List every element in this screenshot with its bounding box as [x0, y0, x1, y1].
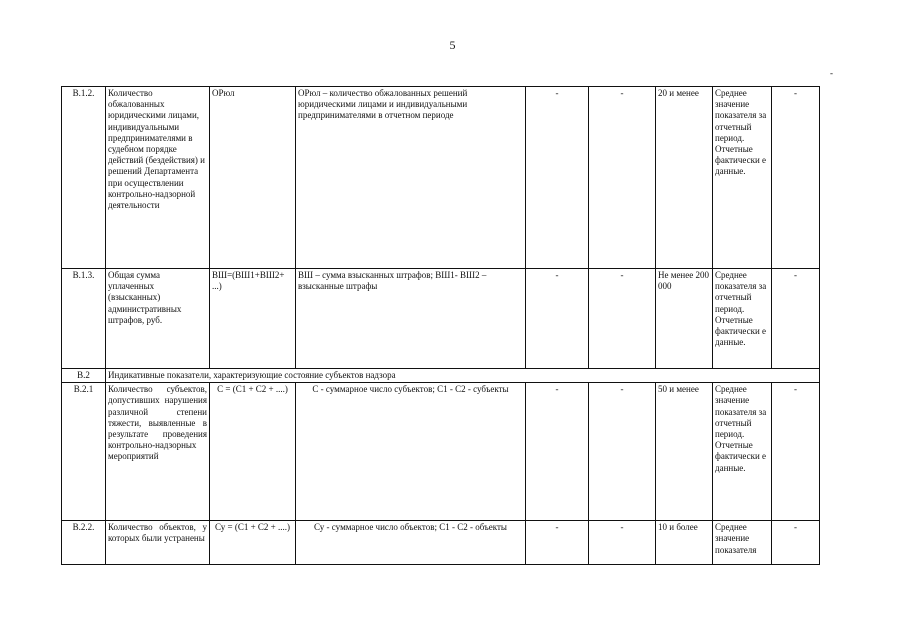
target-value: 20 и менее: [656, 87, 713, 269]
cell-dash: -: [526, 269, 589, 369]
indicator-name: Общая сумма уплаченных (взысканных) административных штрафов, руб.: [106, 269, 210, 369]
indicator-description: ОРюл – количество обжалованных решений юридическими лицами и индивидуальными предпринимателями в отчетном периоде: [296, 87, 526, 269]
cell-dash: -: [589, 383, 656, 521]
section-number: В.2: [62, 369, 106, 383]
indicator-name: Количество обжалованных юридическими лицами, индивидуальными предпринимателями в судебном порядке действий (бездействия) и решений Департамента при осуществлении контрольно-надзорной деятельности: [106, 87, 210, 269]
cell-dash: -: [526, 383, 589, 521]
indicator-name: Количество объектов, у которых были устранены: [106, 521, 210, 565]
calculation-method: Среднее показателя за отчетный период. Отчетные фактически е данные.: [713, 269, 772, 369]
indicator-formula: С = (С1 + С2 + ....): [210, 383, 296, 521]
indicators-table: [61, 86, 820, 565]
indicator-formula: Су = (С1 + С2 + ....): [210, 521, 296, 565]
indicator-name: Количество субъектов, допустивших нарушения различной степени тяжести, выявленные в результате проведения контрольно-надзорных мероприятий: [106, 383, 210, 521]
page-number: 5: [449, 38, 456, 52]
table-row: [62, 269, 820, 369]
cell-dash: -: [772, 521, 820, 565]
row-number: В.1.2.: [62, 87, 106, 269]
cell-dash: -: [526, 87, 589, 269]
target-value: 50 и менее: [656, 383, 713, 521]
section-title: Индикативные показатели, характеризующие состояние субъектов надзора: [106, 369, 820, 383]
cell-dash: -: [526, 521, 589, 565]
table-row: [62, 521, 820, 565]
cell-dash: -: [772, 383, 820, 521]
row-number: В.1.3.: [62, 269, 106, 369]
section-row: [62, 369, 820, 383]
row-number: В.2.1: [62, 383, 106, 521]
cell-dash: -: [589, 87, 656, 269]
indicator-formula: ОРюл: [210, 87, 296, 269]
table-row: [62, 383, 820, 521]
cell-dash: -: [589, 269, 656, 369]
indicator-formula: ВШ=(ВШ1+ВШ2+ ...): [210, 269, 296, 369]
indicator-description: С - суммарное число субъектов; С1 - С2 - субъекты: [296, 383, 526, 521]
table-row: [62, 87, 820, 269]
indicator-description: ВШ – сумма взысканных штрафов; ВШ1- ВШ2 – взысканные штрафы: [296, 269, 526, 369]
target-value: Не менее 200 000: [656, 269, 713, 369]
calculation-method: Среднее значение показателя: [713, 521, 772, 565]
row-number: В.2.2.: [62, 521, 106, 565]
cell-dash: -: [772, 269, 820, 369]
calculation-method: Среднее значение показателя за отчетный период. Отчетные фактически е данные.: [713, 383, 772, 521]
calculation-method: Среднее значение показателя за отчетный период. Отчетные фактически е данные.: [713, 87, 772, 269]
indicator-description: Су - суммарное число объектов; С1 - С2 - объекты: [296, 521, 526, 565]
target-value: 10 и более: [656, 521, 713, 565]
cell-dash: -: [589, 521, 656, 565]
corner-mark: -: [830, 68, 833, 78]
cell-dash: -: [772, 87, 820, 269]
